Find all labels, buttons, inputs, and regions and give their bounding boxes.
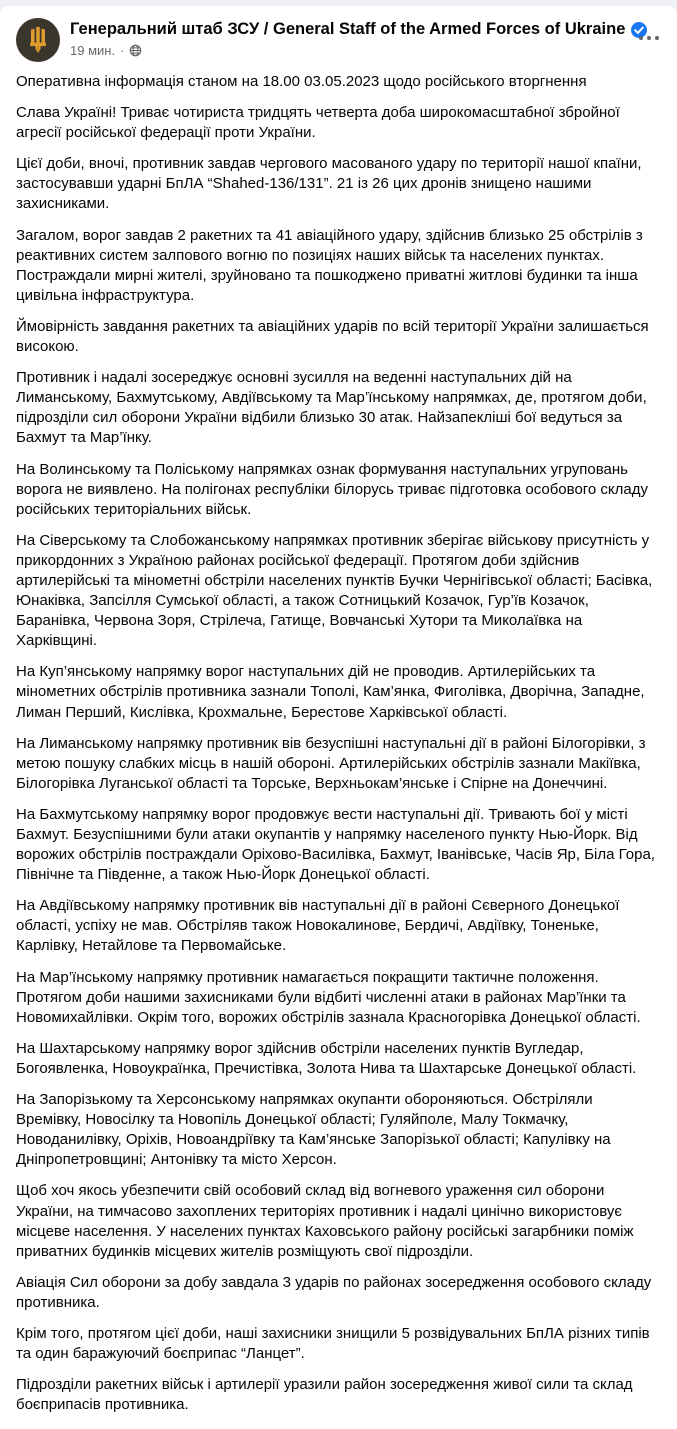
page-name-row [70,20,631,39]
ellipsis-icon [638,35,660,41]
trident-icon [27,26,49,54]
post-paragraph: На Запорізькому та Херсонському напрямках окупанти обороняються. Обстріляли Времівку, Новосілку та Новопіль Донецької області; Гуляйполе, Малу Токмачку, Новоданилівку, Оріхів, Новоандріївку та Кам’янське Запорізької області; Капулівку на Дніпропетровщині; Антонівку та місто Херсон. [16,1091,611,1169]
post-paragraph: На Шахтарському напрямку ворог здійснив обстріли населених пунктів Вугледар, Богоявленка, Новоукраїнка, Пречистівка, Золота Нива та Шахтарське Донецької області. [16,1039,637,1077]
post-options-button[interactable] [631,20,667,56]
post-header [0,6,677,64]
post-paragraph: На Авдіївському напрямку противник вів наступальні дії в районі Сєверного Донецької області, успіху не мав. Обстріляв також Новокалинове, Бердичі, Авдіївку, Тоненьке, Карлівку, Нетайлове та Первомайське. [16,897,620,955]
facebook-post-card [0,6,677,1429]
post-paragraph: Авіація Сил оборони за добу завдала 3 ударів по районах зосередження особового складу противника. [16,1273,652,1311]
post-paragraph: Загалом, ворог завдав 2 ракетних та 41 авіаційного удару, здійснив близько 25 обстрілів з реактивних систем залпового вогню по позиціях наших військ та населених пунктах. Постраждали мирні жителі, зруйновано та пошкоджено приватні житлові будинки та інша цивільна інфраструктура. [16,226,643,304]
page-name-link[interactable]: Генеральний штаб ЗСУ / General Staff of the Armed Forces of Ukraine [70,20,626,38]
meta-separator: · [120,43,125,58]
post-paragraph: Цієї доби, вночі, противник завдав чергового масованого удару по території нашої кпаїни, застосувавши ударні БпЛА “Shahed-136/131”. 21 із 26 цих дронів знищено нашими захисниками. [16,155,642,213]
post-header-info [70,18,631,58]
post-paragraph: На Мар’їнському напрямку противник намагається покращити тактичне положення. Протягом доби нашими захисниками були відбиті численні атаки в районах Мар’їнки та Новомихайлівки. Окрім того, ворожих обстрілів зазнала Красногорівка Донецької області. [16,968,641,1026]
post-paragraph: Щоб хоч якось убезпечити свій особовий склад від вогневого ураження сил оборони України, на тимчасово захоплених територіях противник і надалі цинічно використовує місцеве населення. У населених пунктах Каховського району російські загарбники поміж приватних будинків місцевих жителів розміщують свої підрозділи. [16,1182,634,1260]
post-body-text [0,64,677,1429]
post-paragraph: На Сіверському та Слобожанському напрямках противник зберігає військову присутність у прикордонних з Україною районах російської федерації. Протягом доби здійснив артилерійські та мінометні обстріли населених пунктів Бучки Чернігівської області; Басівка, Юнаківка, Запсілля Сумської області, а також Сотницький Козачок, Гур’їв Козачок, Баранівка, Червона Зоря, Стрілеча, Гатище, Вовчанські Хутори та Миколаївка на Харківщині. [16,531,653,650]
post-paragraph: Підрозділи ракетних військ і артилерії уразили район зосередження живої сили та склад боєприпасів противника. [16,1376,633,1414]
post-meta-row [70,43,631,58]
post-timestamp[interactable]: 19 мин. [70,43,116,58]
post-paragraph: На Бахмутському напрямку ворог продовжує вести наступальні дії. Тривають бої у місті Бахмут. Безуспішними були атаки окупантів у напрямку населеного пункту Нью-Йорк. Від ворожих обстрілів постраждали Оріхово-Василівка, Бахмут, Іванівське, Часів Яр, Біла Гора, Північне та Південне, а також Нью-Йорк Донецької області. [16,805,655,884]
post-paragraph: На Волинському та Поліському напрямках ознак формування наступальних угруповань ворога не виявлено. На полігонах республіки білорусь триває підготовка особового складу російських територіальних військ. [16,460,649,518]
globe-privacy-icon [129,44,142,57]
post-paragraph: На Лиманському напрямку противник вів безуспішні наступальні дії в районі Білогорівки, з метою пошуку слабких місць в нашій обороні. Артилерійських обстрілів зазнали Макіївка, Білогорівка Луганської області та Торське, Верхньокам’янське і Спірне на Донеччині. [16,734,646,792]
page-avatar[interactable] [16,18,60,62]
post-paragraph: На Куп’янському напрямку ворог наступальних дій не проводив. Артилерійських та мінометних обстрілів противника зазнали Тополі, Кам’янка, Фиголівка, Дворічна, Западне, Лиман Перший, Кислівка, Крохмальне, Берестове Харківської області. [16,663,645,721]
post-paragraph: Слава Україні! Триває чотириста тридцять четверта доба широкомасштабної збройної агресії російської федерації проти України. [16,104,620,142]
post-paragraph: Противник і надалі зосереджує основні зусилля на веденні наступальних дій на Лиманському, Бахмутському, Авдіївському та Мар’їнському напрямках, де, протягом доби, підрозділи сил оборони України відбили близько 30 атак. Найзапекліші бої ведуться за Бахмут та Мар’їнку. [16,369,647,447]
post-paragraph: Ймовірність завдання ракетних та авіаційних ударів по всій території України залишається високою. [16,317,649,356]
post-paragraph: Оперативна інформація станом на 18.00 03.05.2023 щодо російського вторгнення [16,73,587,90]
post-paragraph: Крім того, протягом цієї доби, наші захисники знищили 5 розвідувальних БпЛА різних типів та один баражуючий боєприпас “Ланцет”. [16,1324,650,1363]
